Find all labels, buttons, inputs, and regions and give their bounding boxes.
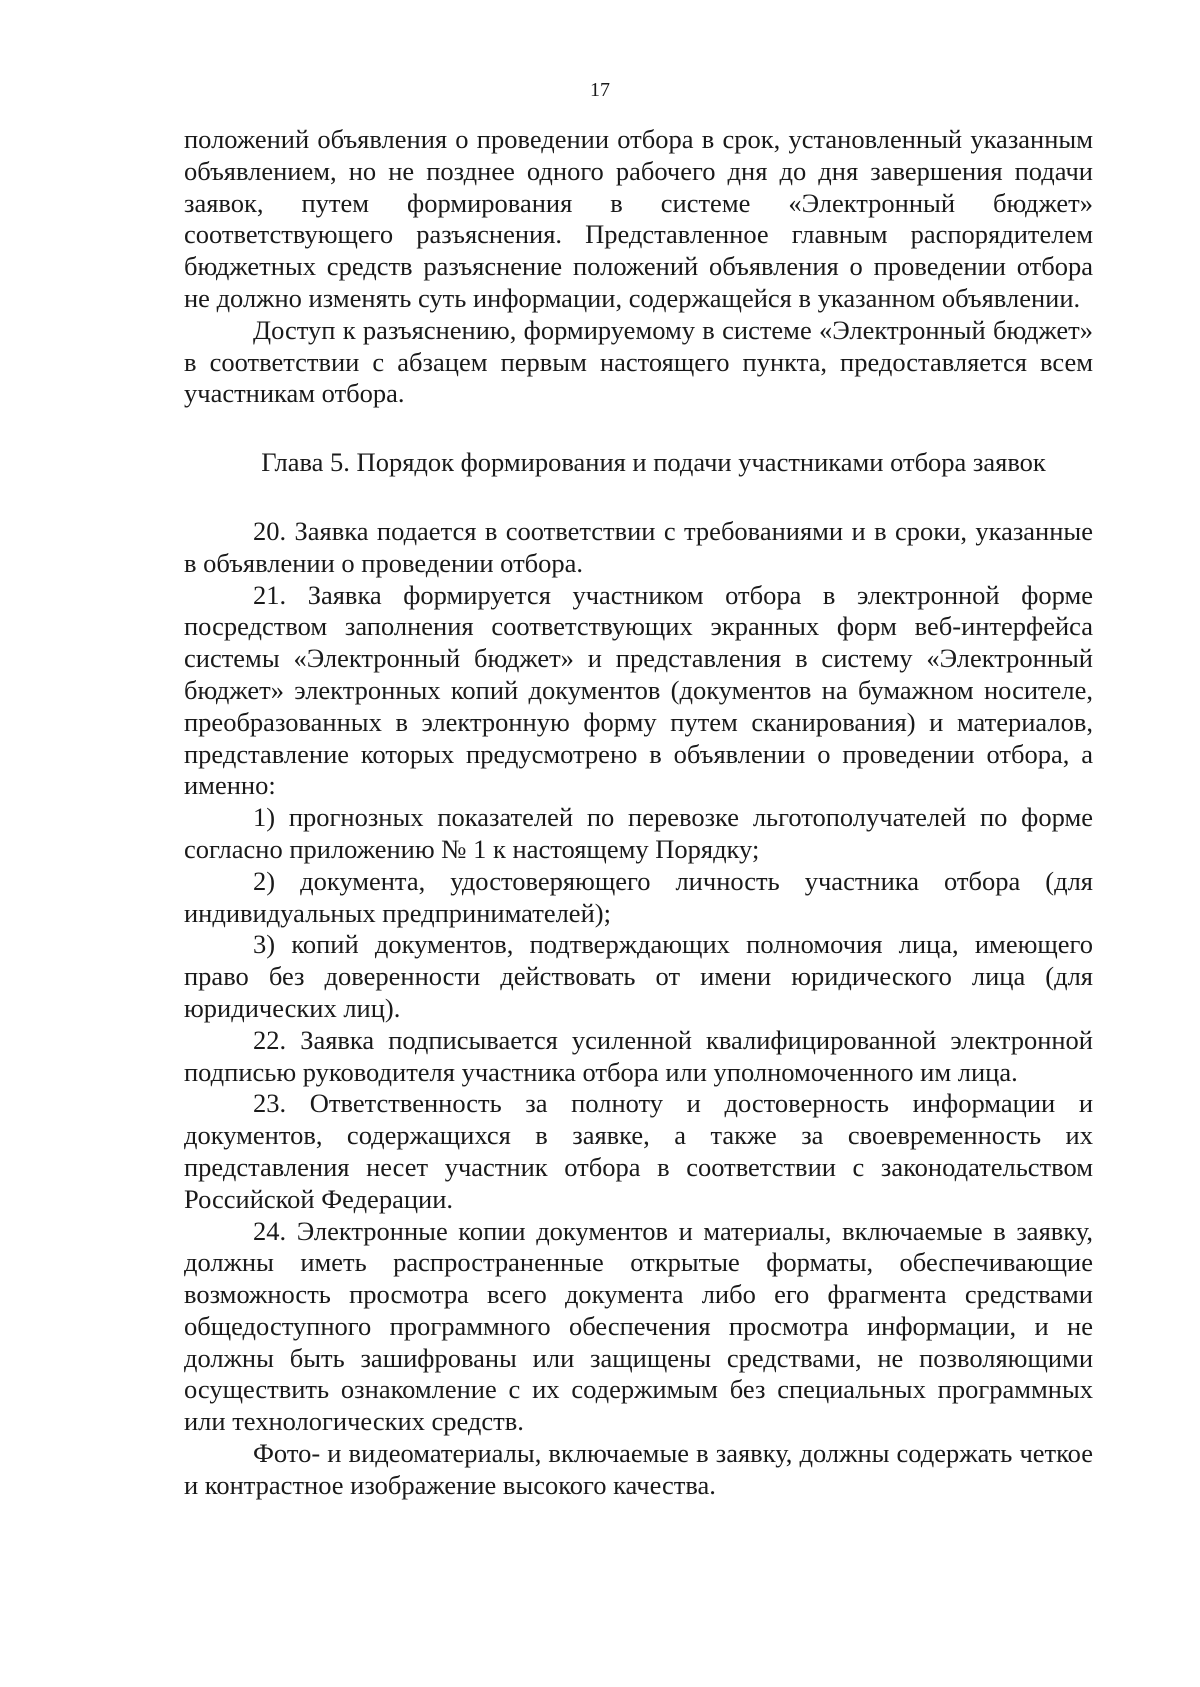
paragraph-item-23: 23. Ответственность за полноту и достоверность информации и документов, содержащихся в заявке, а также за своевременность их представления несет участник отбора в соответствии с законодательством Российской Федерации. [184,1088,1093,1214]
chapter-heading: Глава 5. Порядок формирования и подачи участниками отбора заявок [261,447,1046,478]
paragraph-item-20: 20. Заявка подается в соответствии с требованиями и в сроки, указанные в объявлении о проведении отбора. [184,515,1093,578]
page-number: 17 [590,79,610,101]
list-item-1: 1) прогнозных показателей по перевозке льготополучателей по форме согласно приложению № 1 к настоящему Порядку; [184,802,1093,864]
paragraph-access: Доступ к разъяснению, формируемому в системе «Электронный бюджет» в соответствии с абзацем первым настоящего пункта, предоставляется всем участникам отбора. [184,314,1093,409]
paragraph-item-24: 24. Электронные копии документов и материалы, включаемые в заявку, должны иметь распространенные открытые форматы, обеспечивающие возможность просмотра всего документа либо его фрагмента средствами общедоступного программного обеспечения просмотра информации, и не должны быть зашифрованы или защищены средствами, не позволяющими осуществить ознакомление с их содержимым без специальных программных или технологических средств. [184,1215,1093,1437]
paragraph-item-22: 22. Заявка подписывается усиленной квалифицированной электронной подписью руководителя участника отбора или уполномоченного им лица. [184,1024,1093,1087]
document-body [184,124,1093,1502]
list-item-3: 3) копий документов, подтверждающих полномочия лица, имеющего право без доверенности действовать от имени юридического лица (для юридических лиц). [184,929,1093,1023]
list-item-2: 2) документа, удостоверяющего личность участника отбора (для индивидуальных предпринимателей); [184,865,1093,928]
paragraph-media: Фото- и видеоматериалы, включаемые в заявку, должны содержать четкое и контрастное изображение высокого качества. [184,1438,1093,1500]
paragraph-item-21: 21. Заявка формируется участником отбора в электронной форме посредством заполнения соответствующих экранных форм веб-интерфейса системы «Электронный бюджет» и представления в систему «Электронный бюджет» электронных копий документов (документов на бумажном носителе, преобразованных в электронную форму путем сканирования) и материалов, представление которых предусмотрено в объявлении о проведении отбора, а именно: [184,579,1093,801]
paragraph-continuation: положений объявления о проведении отбора в срок, установленный указанным объявлением, но не позднее одного рабочего дня до дня завершения подачи заявок, путем формирования в системе «Электронный бюджет» соответствующего разъяснения. Представленное главным распорядителем бюджетных средств разъяснение положений объявления о проведении отбора не должно изменять суть информации, содержащейся в указанном объявлении. [184,124,1093,313]
